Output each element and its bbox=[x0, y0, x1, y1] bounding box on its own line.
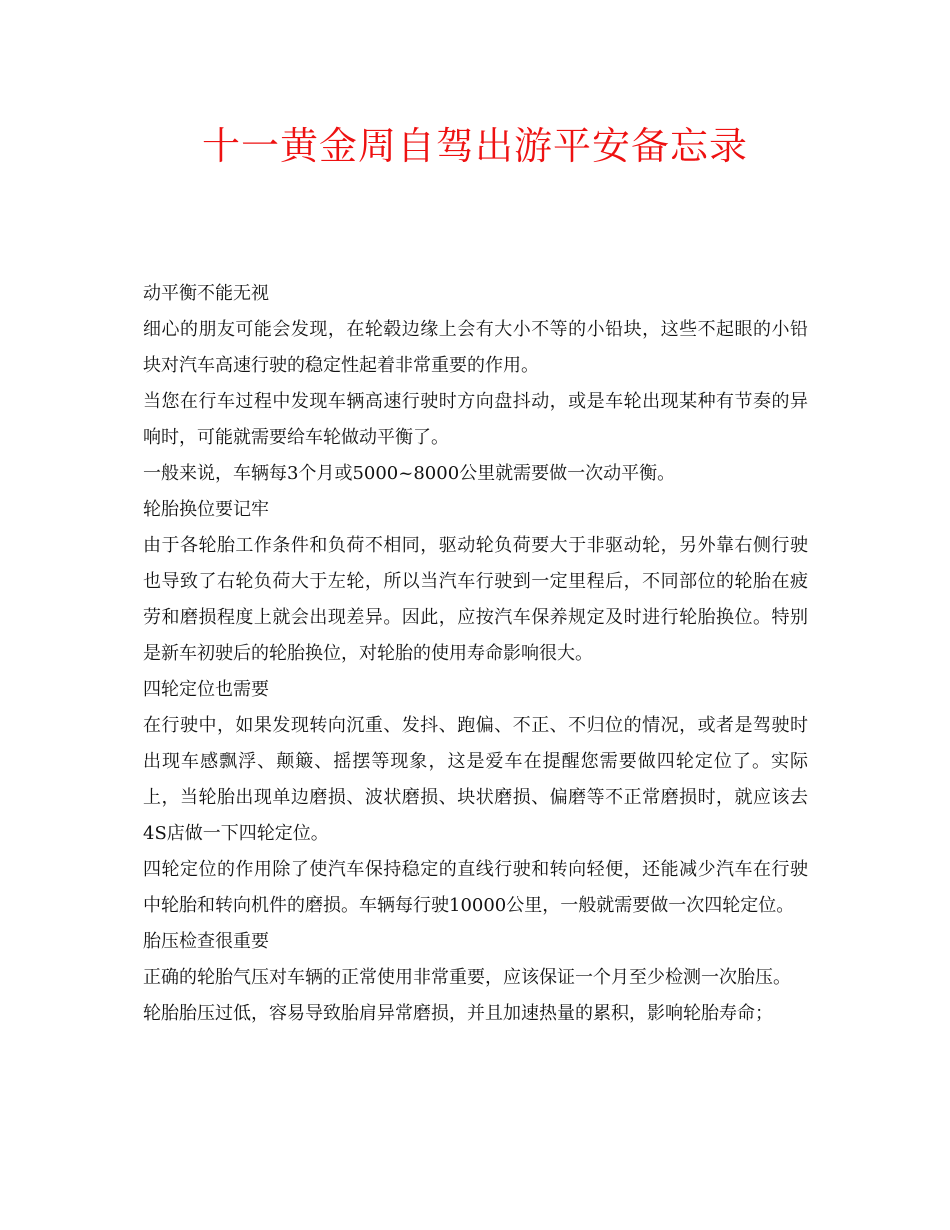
paragraph: 在行驶中，如果发现转向沉重、发抖、跑偏、不正、不归位的情况，或者是驾驶时出现车感飘浮、颠簸、摇摆等现象，这是爱车在提醒您需要做四轮定位了。实际上，当轮胎出现单边磨损、波状磨损、块状磨损、偏磨等不正常磨损时，就应该去4S店做一下四轮定位。 bbox=[143, 715, 808, 844]
paragraph: 正确的轮胎气压对车辆的正常使用非常重要，应该保证一个月至少检测一次胎压。 bbox=[143, 967, 791, 988]
section-heading-tire-pressure: 胎压检查很重要 bbox=[143, 931, 269, 952]
section-heading-wheel-alignment: 四轮定位也需要 bbox=[143, 679, 269, 700]
paragraph: 一般来说，车辆每3个月或5000~8000公里就需要做一次动平衡。 bbox=[143, 463, 676, 484]
paragraph: 细心的朋友可能会发现，在轮毂边缘上会有大小不等的小铅块，这些不起眼的小铅块对汽车高速行驶的稳定性起着非常重要的作用。 bbox=[143, 319, 808, 376]
paragraph: 当您在行车过程中发现车辆高速行驶时方向盘抖动，或是车轮出现某种有节奏的异响时，可能就需要给车轮做动平衡了。 bbox=[143, 391, 808, 448]
paragraph: 四轮定位的作用除了使汽车保持稳定的直线行驶和转向轻便，还能减少汽车在行驶中轮胎和转向机件的磨损。车辆每行驶10000公里，一般就需要做一次四轮定位。 bbox=[143, 859, 808, 916]
section-heading-tire-rotation: 轮胎换位要记牢 bbox=[143, 499, 269, 520]
document-title: 十一黄金周自驾出游平安备忘录 bbox=[201, 124, 748, 168]
document-body bbox=[143, 276, 808, 1032]
section-heading-wheel-balance: 动平衡不能无视 bbox=[143, 283, 269, 304]
paragraph: 轮胎胎压过低，容易导致胎肩异常磨损，并且加速热量的累积，影响轮胎寿命； bbox=[143, 1003, 773, 1024]
paragraph: 由于各轮胎工作条件和负荷不相同，驱动轮负荷要大于非驱动轮，另外靠右侧行驶也导致了右轮负荷大于左轮，所以当汽车行驶到一定里程后，不同部位的轮胎在疲劳和磨损程度上就会出现差异。因此，应按汽车保养规定及时进行轮胎换位。特别是新车初驶后的轮胎换位，对轮胎的使用寿命影响很大。 bbox=[143, 535, 808, 664]
